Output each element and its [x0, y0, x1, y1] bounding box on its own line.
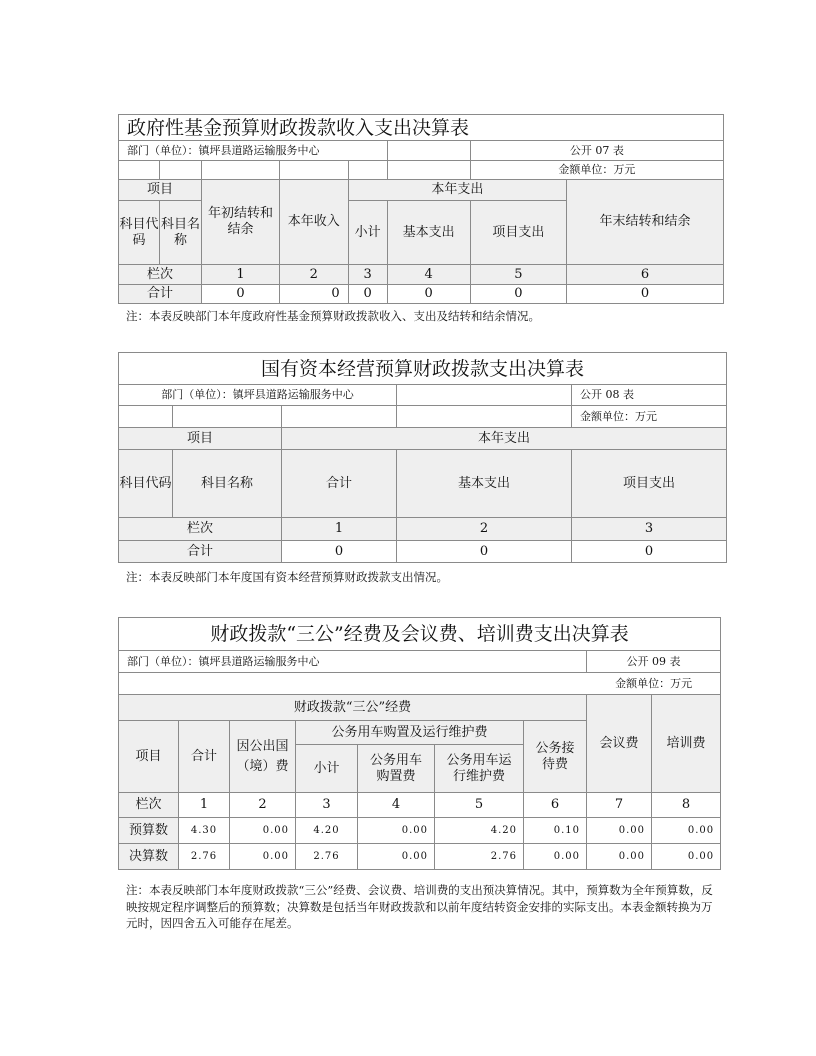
header-sangong: 财政拨款“三公”经费	[119, 695, 587, 721]
header-purchase: 公务用车购置费	[358, 745, 435, 793]
header-income: 本年收入	[279, 180, 348, 265]
final-cell: 0.00	[587, 844, 652, 870]
budget-cell: 0.00	[230, 818, 296, 844]
final-cell: 2.76	[296, 844, 358, 870]
lanci-cell: 2	[279, 265, 348, 285]
lanci-cell: 3	[348, 265, 387, 285]
table-08-title: 国有资本经营预算财政拨款支出决算表	[119, 353, 727, 385]
budget-cell: 0.00	[358, 818, 435, 844]
header-code: 科目代码	[119, 201, 160, 265]
header-abroad: 因公出国（境）费	[230, 721, 296, 793]
unit-label: 金额单位：万元	[119, 673, 721, 695]
table-07-title: 政府性基金预算财政拨款收入支出决算表	[119, 115, 724, 141]
header-training: 培训费	[652, 695, 721, 793]
header-begin-balance: 年初结转和结余	[202, 180, 280, 265]
header-end-balance: 年末结转和结余	[567, 180, 724, 265]
lanci-cell: 3	[572, 518, 727, 541]
header-project: 项目支出	[572, 450, 727, 518]
final-cell: 2.76	[179, 844, 230, 870]
lanci-cell: 1	[202, 265, 280, 285]
header-operate: 公务用车运行维护费	[435, 745, 524, 793]
header-total: 合计	[282, 450, 397, 518]
lanci-cell: 5	[470, 265, 566, 285]
table-08	[118, 352, 727, 563]
table-09-note: 注：本表反映部门本年度财政拨款“三公”经费、会议费、培训费的支出预决算情况。其中，预算数为全年预算数，反映按规定程序调整后的预算数；决算数是包括当年财政拨款和以前年度结转资金安排的实际支出。本表金额转换为万元时，因四舍五入可能存在尾差。	[126, 883, 713, 930]
unit-label: 金额单位：万元	[470, 161, 723, 180]
header-expense: 本年支出	[282, 428, 727, 450]
final-cell: 0.00	[524, 844, 587, 870]
header-item: 项目	[119, 180, 202, 201]
dept-label: 部门（单位）：镇坪县道路运输服务中心	[119, 651, 587, 673]
header-meeting: 会议费	[587, 695, 652, 793]
final-cell: 0.00	[230, 844, 296, 870]
total-cell: 0	[348, 285, 387, 304]
budget-cell: 4.20	[435, 818, 524, 844]
row-label-lanci: 栏次	[119, 518, 282, 541]
header-subtotal: 小计	[348, 201, 387, 265]
header-total: 合计	[179, 721, 230, 793]
table-07-note: 注：本表反映部门本年度政府性基金预算财政拨款收入、支出及结转和结余情况。	[126, 309, 540, 323]
budget-cell: 0.00	[587, 818, 652, 844]
final-cell: 2.76	[435, 844, 524, 870]
header-name: 科目名称	[173, 450, 282, 518]
final-cell: 0.00	[358, 844, 435, 870]
lanci-cell: 6	[524, 793, 587, 818]
table-09-title: 财政拨款“三公”经费及会议费、培训费支出决算表	[119, 618, 721, 651]
row-label-budget: 预算数	[119, 818, 179, 844]
lanci-cell: 7	[587, 793, 652, 818]
lanci-cell: 8	[652, 793, 721, 818]
total-cell: 0	[282, 541, 397, 563]
row-label-total: 合计	[119, 285, 202, 304]
header-item: 项目	[119, 721, 179, 793]
header-expense: 本年支出	[348, 180, 566, 201]
table-08-note: 注：本表反映部门本年度国有资本经营预算财政拨款支出情况。	[126, 570, 448, 584]
header-code: 科目代码	[119, 450, 173, 518]
total-cell: 0	[387, 285, 470, 304]
table-09	[118, 617, 721, 870]
budget-cell: 0.10	[524, 818, 587, 844]
final-cell: 0.00	[652, 844, 721, 870]
header-basic: 基本支出	[387, 201, 470, 265]
table-code: 公开 08 表	[572, 385, 727, 406]
header-name: 科目名称	[160, 201, 202, 265]
total-cell: 0	[470, 285, 566, 304]
total-cell: 0	[567, 285, 724, 304]
header-reception: 公务接待费	[524, 721, 587, 793]
dept-label: 部门（单位）：镇坪县道路运输服务中心	[119, 385, 397, 406]
header-basic: 基本支出	[397, 450, 572, 518]
lanci-cell: 1	[282, 518, 397, 541]
budget-cell: 4.20	[296, 818, 358, 844]
header-vehicle: 公务用车购置及运行维护费	[296, 721, 524, 745]
lanci-cell: 4	[358, 793, 435, 818]
row-label-lanci: 栏次	[119, 793, 179, 818]
row-label-lanci: 栏次	[119, 265, 202, 285]
lanci-cell: 3	[296, 793, 358, 818]
dept-label: 部门（单位）：镇坪县道路运输服务中心	[119, 141, 388, 161]
header-item: 项目	[119, 428, 282, 450]
row-label-final: 决算数	[119, 844, 179, 870]
lanci-cell: 2	[397, 518, 572, 541]
table-07	[118, 114, 724, 304]
total-cell: 0	[202, 285, 280, 304]
header-subtotal: 小计	[296, 745, 358, 793]
lanci-cell: 1	[179, 793, 230, 818]
total-cell: 0	[572, 541, 727, 563]
row-label-total: 合计	[119, 541, 282, 563]
table-code: 公开 09 表	[587, 651, 721, 673]
header-project: 项目支出	[470, 201, 566, 265]
lanci-cell: 4	[387, 265, 470, 285]
budget-cell: 0.00	[652, 818, 721, 844]
table-code: 公开 07 表	[470, 141, 723, 161]
lanci-cell: 6	[567, 265, 724, 285]
unit-label: 金额单位：万元	[572, 406, 727, 428]
budget-cell: 4.30	[179, 818, 230, 844]
total-cell: 0	[279, 285, 348, 304]
lanci-cell: 2	[230, 793, 296, 818]
total-cell: 0	[397, 541, 572, 563]
lanci-cell: 5	[435, 793, 524, 818]
